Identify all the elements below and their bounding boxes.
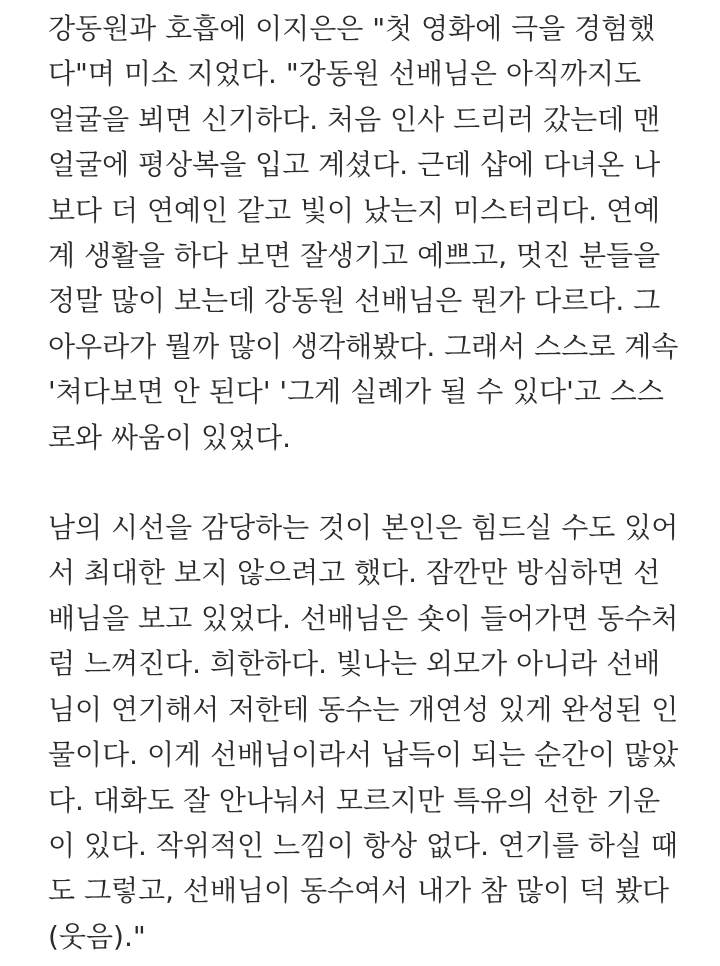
text-line: 로와 싸움이 있었다. (48, 420, 292, 454)
text-line: 물이다. 이게 선배님이라서 납득이 되는 순간이 많았 (48, 738, 679, 772)
text-line: 얼굴에 평상복을 입고 계셨다. 근데 샵에 다녀온 나 (48, 148, 661, 182)
paragraph-spacer (48, 460, 690, 505)
text-line: 다. 대화도 잘 안나눠서 모르지만 특유의 선한 기운 (48, 783, 661, 817)
paragraph-1 (48, 6, 690, 460)
text-line: 님이 연기해서 저한테 동수는 개연성 있게 완성된 인 (48, 692, 679, 726)
text-line: 정말 많이 보는데 강동원 선배님은 뭔가 다르다. 그 (48, 284, 661, 318)
text-line: 남의 시선을 감당하는 것이 본인은 힘드실 수도 있어 (48, 511, 679, 545)
text-line: 다"며 미소 지었다. "강동원 선배님은 아직까지도 (48, 57, 642, 91)
paragraph-2 (48, 505, 690, 959)
text-line: 도 그렇고, 선배님이 동수여서 내가 참 많이 덕 봤다 (48, 874, 670, 908)
text-line: 아우라가 뭘까 많이 생각해봤다. 그래서 스스로 계속 (48, 329, 679, 363)
text-line: (웃음)." (48, 919, 146, 953)
text-line: '쳐다보면 안 된다' '그게 실례가 될 수 있다'고 스스 (48, 375, 664, 409)
text-line: 강동원과 호흡에 이지은은 "첫 영화에 극을 경험했 (48, 12, 656, 45)
text-line: 럼 느껴진다. 희한하다. 빛나는 외모가 아니라 선배 (48, 647, 661, 681)
text-line: 얼굴을 뵈면 신기하다. 처음 인사 드리러 갔는데 맨 (48, 102, 661, 136)
text-line: 배님을 보고 있었다. 선배님은 숏이 들어가면 동수처 (48, 601, 679, 635)
text-line: 서 최대한 보지 않으려고 했다. 잠깐만 방심하면 선 (48, 556, 661, 590)
text-line: 이 있다. 작위적인 느낌이 항상 없다. 연기를 하실 때 (48, 828, 678, 862)
text-line: 계 생활을 하다 보면 잘생기고 예쁘고, 멋진 분들을 (48, 239, 661, 273)
text-line: 보다 더 연예인 같고 빛이 났는지 미스터리다. 연예 (48, 193, 661, 227)
